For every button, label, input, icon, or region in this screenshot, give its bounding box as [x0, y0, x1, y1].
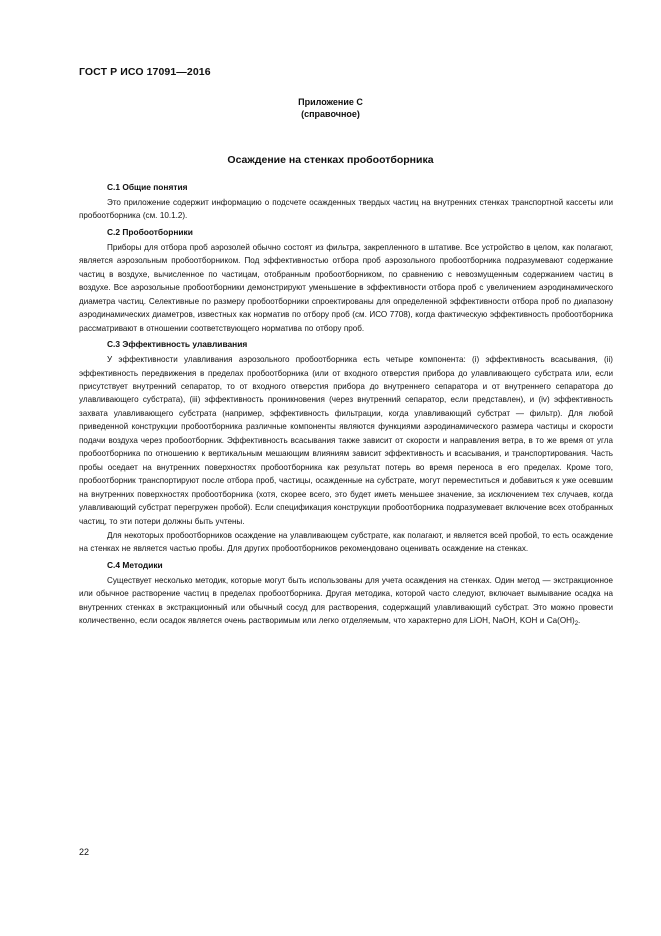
annex-title: Приложение С	[298, 97, 363, 107]
paragraph-text: Существует несколько методик, которые могут быть использованы для учета осаждения на стенках. Один метод — экстракционное или обычное растворение частиц в пределах пробоотборника. Другая методика, которой часто следуют, включает вымывание осадка на внутренних стенках в экстракционный или обычный сосуд для растворения, содержащий улавливающий субстрат. Это можно провести количественно, если осадок является очень растворимым или легко отделяемым, что характерно для LiOH, NaOH, KOH и Ca(OH)	[79, 575, 613, 626]
document-id-header: ГОСТ Р ИСО 17091—2016	[79, 66, 211, 78]
paragraph-with-formula	[79, 574, 613, 628]
document-body	[79, 181, 613, 629]
paragraph: Приборы для отбора проб аэрозолей обычно состоят из фильтра, закрепленного в штативе. Все устройство в целом, как полагают, является аэрозольным пробоотборником. Под эффективностью отбора проб аэрозольного пробоотборника подразумевают содержание частиц в воздухе, вычисленное по частицам, отобранным пробоотборником, по сравнению с невозмущенным содержанием частиц в воздухе. Все аэрозольные пробоотборники демонстрируют уменьшение в эффективности отбора проб с увеличением аэродинамического диаметра частиц. Селективные по размеру пробоотборники спроектированы для определенной эффективности отбора проб по диапазону аэродинамических диаметров, известных как норматив по отбору проб (см. ИСО 7708), когда фактическую эффективность пробоотборника рассматривают в отношении соответствующего норматива по отбору проб.	[79, 242, 613, 333]
section-heading-c3: С.3 Эффективность улавливания	[107, 339, 248, 350]
main-title: Осаждение на стенках пробоотборника	[227, 154, 434, 166]
paragraph: Это приложение содержит информацию о подсчете осажденных твердых частиц на внутренних стенках транспортной кассеты или пробоотборника (см. 10.1.2).	[79, 198, 613, 221]
section-heading-c4: С.4 Методики	[107, 559, 163, 570]
section-heading-c1: С.1 Общие понятия	[107, 182, 188, 192]
paragraph-end-punctuation: .	[578, 616, 581, 626]
paragraph: У эффективности улавливания аэрозольного пробоотборника есть четыре компонента: (i) эффективность всасывания, (ii) эффективность передвижения в пределах пробоотборника (или от входного отверстия прибора до улавливающего субстрата или, если присутствует внутренний сепаратор, то от входного отверстия прибора до внутреннего сепаратора и от внутреннего сепаратора до улавливающего субстрата), (iii) эффективность проникновения (через внутренний сепаратор, если представлен), и (iv) эффективность захвата улавливающего субстрата (например, эффективность фильтрации, когда улавливающий субстрат — фильтр). Для любой приведенной конструкции пробоотборника различные компоненты являются функциями аэродинамического размера частицы и скорости подачи воздуха через пробоотборник. Эффективность всасывания также зависит от скорости и направления ветра, в то же время от угла пробоотборника по отношению к вертикальным мешающим влияниям зависит эффективность и всасывания, и транспортирования. Часть пробы оседает на внутренних поверхностях пробоотборника как результат потерь во время переноса в его пределах. Кроме того, пробоотборник транспортируют после отбора проб, частицы, осажденные на субстрате, могут переместиться и добавиться к уже осевшим на внутренних поверхностях пробоотборника (хотя, скорее всего, это будет иметь меньшее значение, за исключением тех случаев, когда улавливающий субстрат перегружен пробой). Если спецификация конструкции пробоотборника подразумевает включение всех отобранных частиц, то эти потери должны быть учтены.	[79, 355, 613, 526]
page-number: 22	[79, 847, 90, 857]
section-heading-c2: С.2 Пробоотборники	[107, 226, 193, 237]
paragraph: Для некоторых пробоотборников осаждение на улавливающем субстрате, как полагают, и является всей пробой, то есть осаждение на стенках не является частью пробы. Для других пробоотборников рекомендовано оценивать осаждение на стенках.	[79, 530, 613, 554]
subscript: 2	[574, 621, 579, 628]
annex-subtitle: (справочное)	[301, 109, 360, 119]
